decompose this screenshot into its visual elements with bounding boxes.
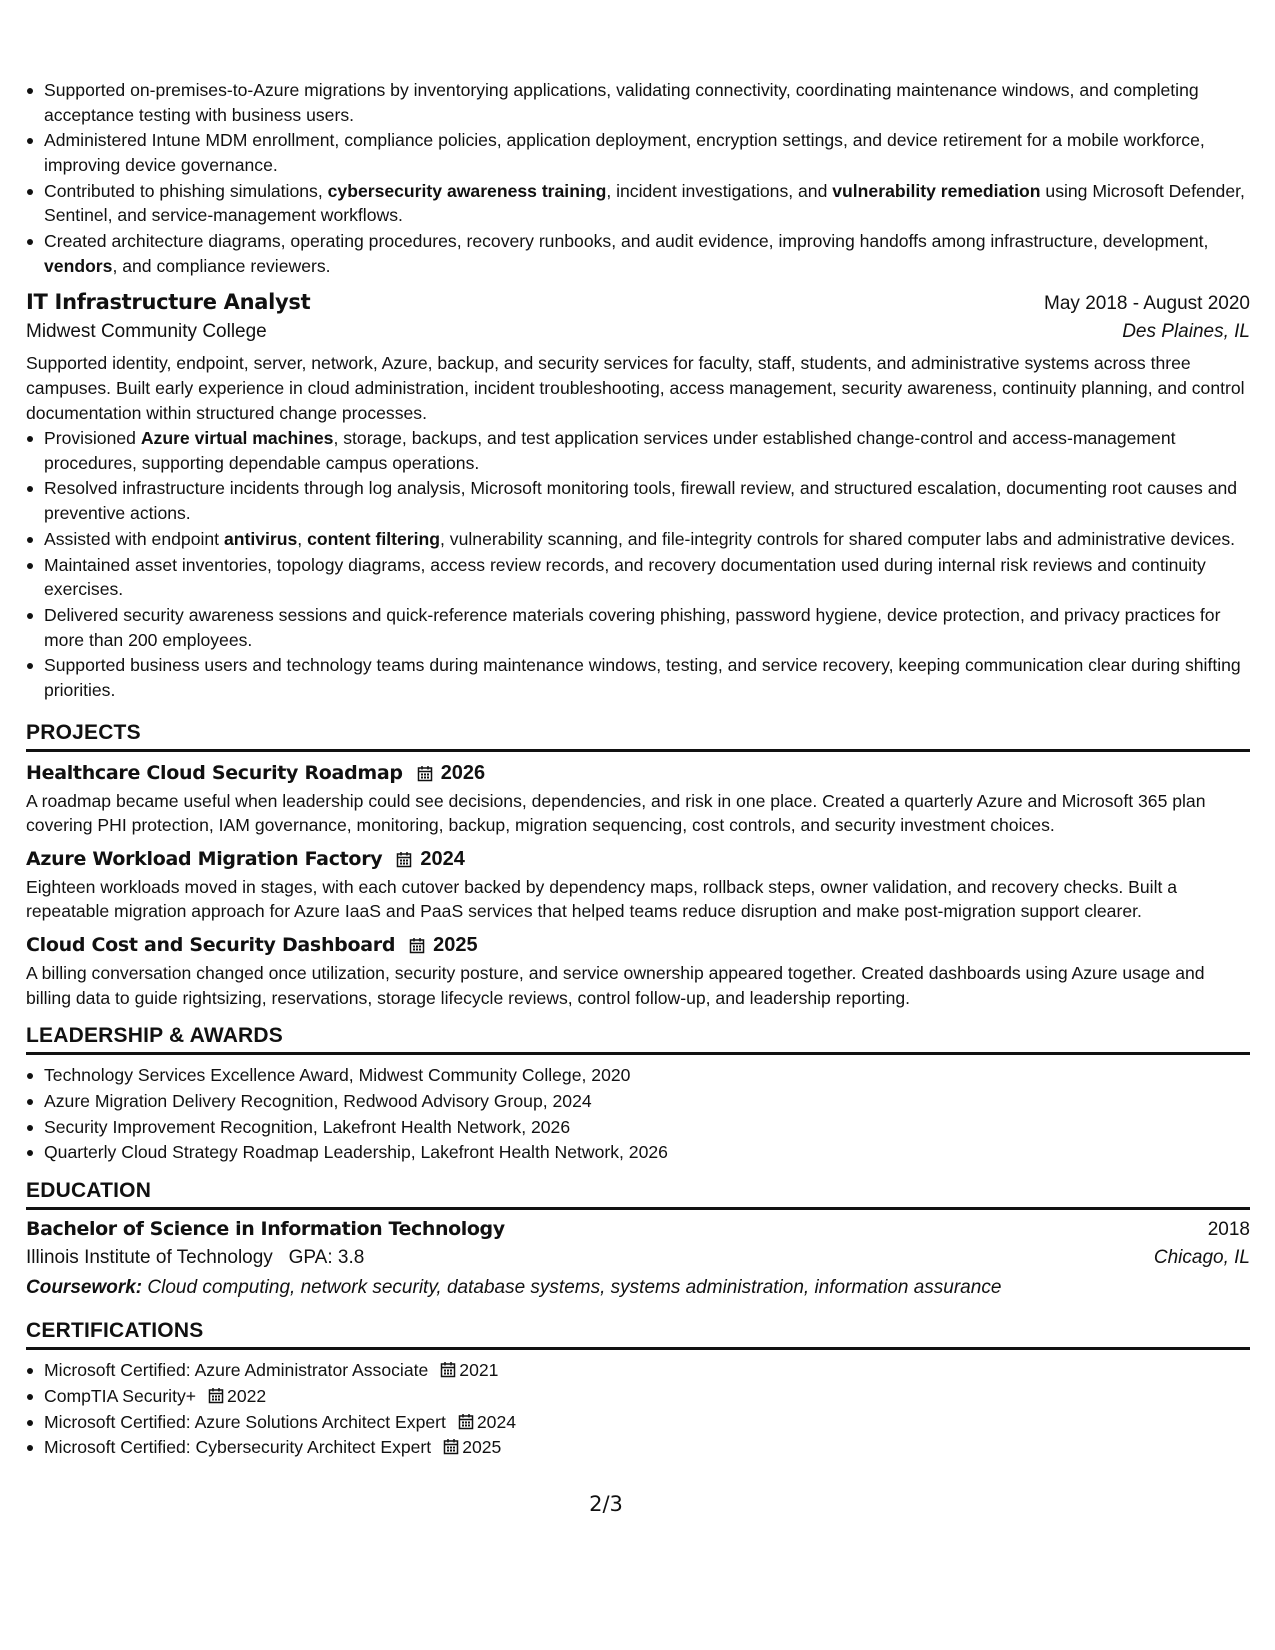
awards-list <box>26 1063 1250 1165</box>
gpa: GPA: 3.8 <box>288 1247 365 1269</box>
calendar-icon <box>443 1437 459 1454</box>
project-item <box>26 934 1250 1010</box>
awards-heading: LEADERSHIP & AWARDS <box>26 1024 1250 1055</box>
bold-text: content filtering <box>307 528 441 549</box>
project-year: 2026 <box>440 761 486 784</box>
project-year: 2025 <box>433 933 478 956</box>
project-year: 2024 <box>420 847 465 870</box>
certification-name: CompTIA Security+ <box>44 1385 197 1406</box>
calendar-icon <box>458 1412 474 1429</box>
certification-year: 2022 <box>227 1385 267 1406</box>
job-org-line <box>26 321 1250 343</box>
award-item: Azure Migration Delivery Recognition, Redwood Advisory Group, 2024 <box>26 1089 1250 1114</box>
text: Created architecture diagrams, operating procedures, recovery runbooks, and audit evidence, improving handoffs among infrastructure, development, <box>44 231 1209 252</box>
certification-year: 2025 <box>462 1437 502 1458</box>
degree: Bachelor of Science in Information Technology <box>26 1218 505 1241</box>
project-header <box>26 762 1250 785</box>
project-name: Healthcare Cloud Security Roadmap <box>26 762 403 785</box>
previous-job-bullets <box>26 78 1250 278</box>
text: , <box>297 528 308 549</box>
coursework-label: Coursework: <box>26 1277 143 1299</box>
text: Administered Intune MDM enrollment, compliance policies, application deployment, encryption settings, and device retirement for a mobile workforce, improving device governance. <box>44 130 1205 175</box>
education-heading: EDUCATION <box>26 1179 1250 1210</box>
bullet-item <box>26 179 1250 228</box>
education-header <box>26 1218 1250 1241</box>
project-description: A roadmap became useful when leadership could see decisions, dependencies, and risk in one place. Created a quarterly Azure and Microsoft 365 plan covering PHI protection, IAM governance, monitoring, backup, migration sequencing, cost controls, and security investment choices. <box>26 790 1206 836</box>
coursework <box>26 1277 1250 1299</box>
text: Contributed to phishing simulations, <box>44 180 328 201</box>
text: Supported business users and technology teams during maintenance windows, testing, and service recovery, keeping communication clear during shifting priorities. <box>44 655 1241 700</box>
bullet-item <box>26 603 1250 652</box>
projects-list <box>26 762 1250 1011</box>
bullet-item <box>26 553 1250 602</box>
text: Supported on-premises-to-Azure migrations by inventorying applications, validating connectivity, coordinating maintenance windows, and completing acceptance testing with business users. <box>44 80 1199 125</box>
bold-text: antivirus <box>223 528 298 549</box>
text: Resolved infrastructure incidents through log analysis, Microsoft monitoring tools, firewall review, and structured escalation, documenting root causes and preventive actions. <box>44 478 1238 524</box>
project-description: Eighteen workloads moved in stages, with each cutover backed by dependency maps, rollback steps, owner validation, and recovery checks. Built a repeatable migration approach for Azure IaaS and PaaS services that helped teams reduce disruption and make post-migration support clearer. <box>26 876 1178 922</box>
school-name: Illinois Institute of Technology <box>26 1247 273 1269</box>
text: , vulnerability scanning, and file-integrity controls for shared computer labs and administrative devices. <box>440 528 1236 549</box>
bold-text: cybersecurity awareness training <box>327 180 607 201</box>
job-summary: Supported identity, endpoint, server, network, Azure, backup, and security services for faculty, staff, students, and administrative systems across three campuses. Built early experience in cloud administration, incident troubleshooting, access management, security awareness, continuity planning, and control documentation within structured change processes. <box>26 353 1245 423</box>
text: , and compliance reviewers. <box>112 255 331 276</box>
certification-name: Microsoft Certified: Azure Solutions Architect Expert <box>44 1411 446 1432</box>
job-header <box>26 290 1250 315</box>
bold-text: Azure virtual machines <box>140 428 334 449</box>
certification-item <box>26 1384 1250 1409</box>
bullet-item <box>26 653 1250 702</box>
bullet-item <box>26 527 1250 552</box>
project-name: Cloud Cost and Security Dashboard <box>26 934 396 957</box>
bullet-item <box>26 128 1250 177</box>
page-number: 2/3 <box>589 1492 623 1516</box>
award-item: Security Improvement Recognition, Lakefront Health Network, 2026 <box>26 1115 1250 1140</box>
bullet-item <box>26 426 1250 475</box>
certification-item <box>26 1410 1250 1435</box>
school-location: Chicago, IL <box>1153 1247 1250 1269</box>
bullet-item <box>26 78 1250 127</box>
calendar-icon <box>409 937 425 954</box>
school-and-gpa <box>26 1247 364 1269</box>
certification-year: 2024 <box>476 1411 517 1432</box>
text: using Microsoft Defender, Sentinel, and service-management workflows. <box>44 180 1245 226</box>
text: Maintained asset inventories, topology diagrams, access review records, and recovery documentation used during internal risk reviews and continuity exercises. <box>44 554 1206 600</box>
job-title: IT Infrastructure Analyst <box>26 290 311 315</box>
bold-text: vulnerability remediation <box>832 180 1041 201</box>
coursework-list: Cloud computing, network security, database systems, systems administration, information assurance <box>147 1277 1002 1299</box>
text: Assisted with endpoint <box>44 528 224 549</box>
calendar-icon <box>440 1360 456 1377</box>
project-name: Azure Workload Migration Factory <box>26 848 383 871</box>
certifications-list <box>26 1358 1250 1460</box>
certification-name: Microsoft Certified: Azure Administrator Associate <box>44 1360 429 1381</box>
bold-text: vendors <box>44 255 113 276</box>
project-header <box>26 848 1250 871</box>
bullet-item <box>26 229 1250 278</box>
job-organization: Midwest Community College <box>26 321 267 343</box>
projects-heading: PROJECTS <box>26 721 1250 752</box>
certification-item <box>26 1358 1250 1383</box>
text: , incident investigations, and <box>606 180 833 201</box>
project-description: A billing conversation changed once utilization, security posture, and service ownership appeared together. Created dashboards using Azure usage and billing data to guide rightsizing, reservations, storage lifecycle reviews, control follow-up, and leadership reporting. <box>26 962 1205 1008</box>
calendar-icon <box>396 851 412 868</box>
bullet-item <box>26 476 1250 525</box>
job-bullets <box>26 426 1250 702</box>
education-school-line <box>26 1247 1250 1269</box>
calendar-icon <box>417 765 433 782</box>
award-item: Technology Services Excellence Award, Midwest Community College, 2020 <box>26 1063 1250 1088</box>
certifications-heading: CERTIFICATIONS <box>26 1319 1250 1350</box>
text: Provisioned <box>44 428 141 449</box>
certification-name: Microsoft Certified: Cybersecurity Architect Expert <box>44 1437 432 1458</box>
project-item <box>26 848 1250 924</box>
job-location: Des Plaines, IL <box>1122 321 1250 343</box>
certification-item <box>26 1435 1250 1460</box>
text: , storage, backups, and test application services under established change-control and access-management procedures, supporting dependable campus operations. <box>44 428 1176 473</box>
job-dates: May 2018 - August 2020 <box>1044 293 1250 315</box>
calendar-icon <box>208 1386 224 1403</box>
project-item <box>26 762 1250 838</box>
graduation-year: 2018 <box>1207 1219 1250 1241</box>
award-item: Quarterly Cloud Strategy Roadmap Leadership, Lakefront Health Network, 2026 <box>26 1140 1250 1165</box>
certification-year: 2021 <box>459 1360 499 1381</box>
text: Delivered security awareness sessions and quick-reference materials covering phishing, password hygiene, device protection, and privacy practices for more than 200 employees. <box>44 605 1221 650</box>
project-header <box>26 934 1250 957</box>
resume-page <box>26 78 1250 1461</box>
